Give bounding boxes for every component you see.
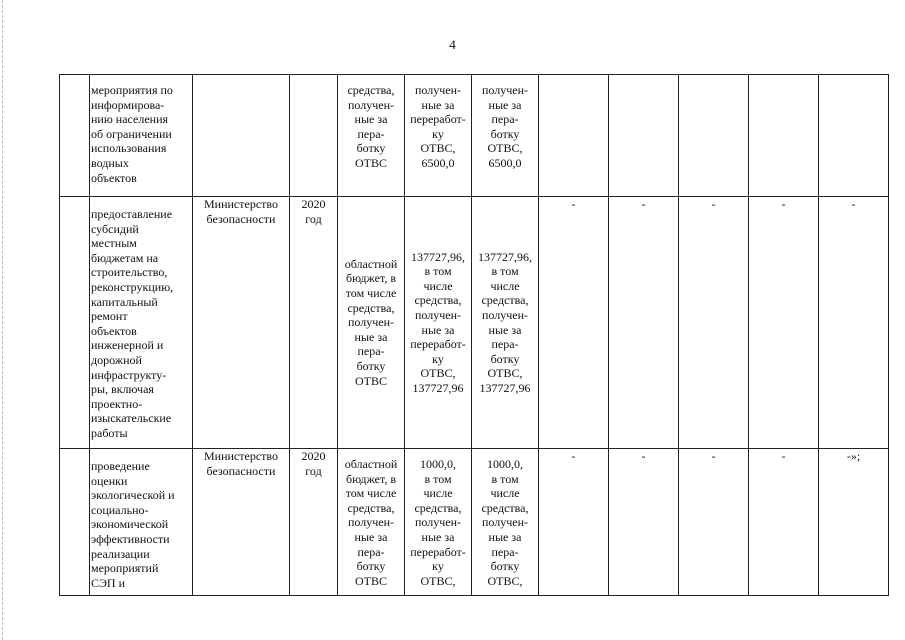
activity-cell: проведение оценки экологической и социально- экономической эффективности реализации мероприятий СЭП и [90, 449, 193, 596]
scan-edge-line [2, 0, 4, 640]
executor-cell: Министерство безопасности [193, 449, 290, 596]
year-2020-amount-cell: 1000,0, в том числе средства, получен- ные за пера- ботку ОТВС, [472, 449, 539, 596]
year-amount-cell: - [539, 449, 609, 596]
activity-cell: предоставление субсидий местным бюджетам на строительство, реконструкцию, капитальный ремонт объектов инженерной и дорожной инфраструкту- ры, включая проектно- изыскательские работы [90, 197, 193, 449]
year-amount-cell: - [539, 197, 609, 449]
year-2020-amount-cell: получен- ные за пера- ботку ОТВС, 6500,0 [472, 75, 539, 197]
activity-cell: мероприятия по информирова- нию населения об ограничении использования водных объектов [90, 75, 193, 197]
year-amount-cell [819, 75, 889, 197]
table-row [60, 449, 889, 596]
total-amount-cell: 1000,0, в том числе средства, получен- ные за переработ- ку ОТВС, [405, 449, 472, 596]
funding-source-cell: областной бюджет, в том числе средства, получен- ные за пера- ботку ОТВС [338, 449, 405, 596]
year-amount-cell: - [749, 449, 819, 596]
total-amount-cell: получен- ные за переработ- ку ОТВС, 6500,0 [405, 75, 472, 197]
year-2020-amount-cell: 137727,96, в том числе средства, получен- ные за пера- ботку ОТВС, 137727,96 [472, 197, 539, 449]
year-amount-cell: - [819, 197, 889, 449]
executor-cell: Министерство безопасности [193, 197, 290, 449]
year-amount-cell: - [609, 197, 679, 449]
year-amount-cell: -»; [819, 449, 889, 596]
row-number-cell [60, 449, 90, 596]
year-amount-cell [749, 75, 819, 197]
row-number-cell [60, 197, 90, 449]
year-cell: 2020 год [290, 197, 338, 449]
table-row [60, 197, 889, 449]
year-cell: 2020 год [290, 449, 338, 596]
table-row [60, 75, 889, 197]
total-amount-cell: 137727,96, в том числе средства, получен- ные за переработ- ку ОТВС, 137727,96 [405, 197, 472, 449]
page-number: 4 [449, 37, 456, 52]
program-table [59, 74, 889, 596]
year-amount-cell: - [679, 197, 749, 449]
funding-source-cell: областной бюджет, в том числе средства, получен- ные за пера- ботку ОТВС [338, 197, 405, 449]
year-amount-cell [679, 75, 749, 197]
year-amount-cell: - [679, 449, 749, 596]
funding-source-cell: средства, получен- ные за пера- ботку ОТВС [338, 75, 405, 197]
year-amount-cell [539, 75, 609, 197]
year-amount-cell: - [749, 197, 819, 449]
year-amount-cell [609, 75, 679, 197]
row-number-cell [60, 75, 90, 197]
executor-cell [193, 75, 290, 197]
year-amount-cell: - [609, 449, 679, 596]
year-cell [290, 75, 338, 197]
